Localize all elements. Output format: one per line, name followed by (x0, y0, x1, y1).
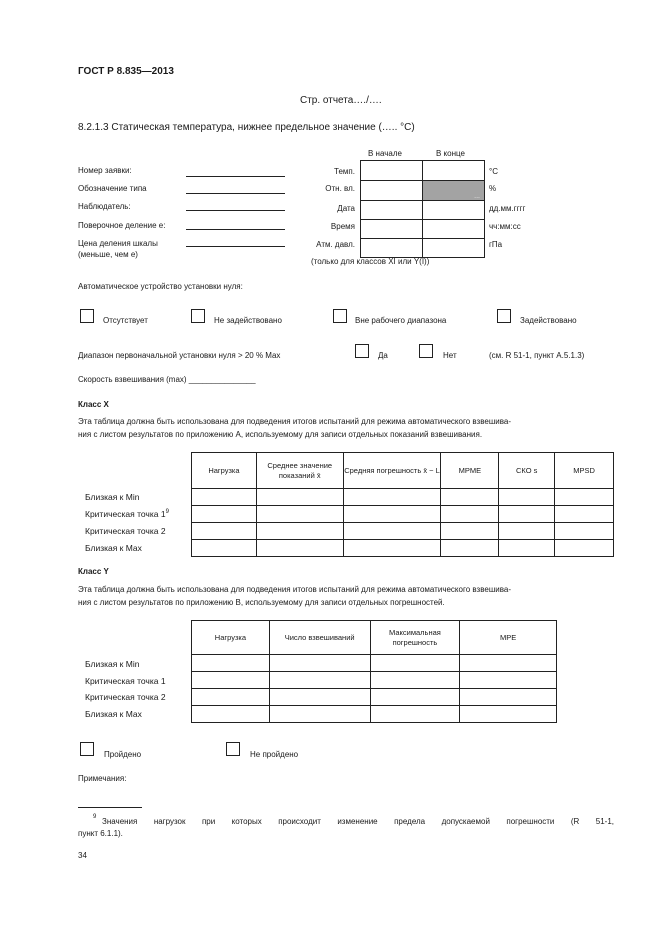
field-label-observer: Наблюдатель: (78, 202, 131, 211)
table-cell[interactable] (441, 540, 499, 557)
table-cell[interactable] (370, 672, 460, 689)
date-start-cell[interactable] (361, 201, 423, 220)
temp-start-cell[interactable] (361, 161, 423, 181)
footnote-ref: 9 (165, 509, 169, 516)
class-x-row-label-min: Близкая к Min (85, 492, 140, 502)
option-absent-label: Отсутствует (103, 316, 148, 325)
table-cell[interactable] (269, 689, 370, 706)
table-cell[interactable] (256, 540, 343, 557)
conditions-table (360, 160, 485, 258)
table-cell[interactable] (460, 689, 557, 706)
field-line-application[interactable] (186, 176, 285, 177)
field-label-scale-note: (меньше, чем е) (78, 250, 138, 259)
unit-temp: °С (489, 167, 498, 176)
class-x-row-label-crit1: Критическая точка $1^9$ (85, 509, 169, 519)
standard-title: ГОСТ Р 8.835—2013 (78, 66, 174, 77)
table-cell[interactable] (460, 672, 557, 689)
table-cell[interactable] (256, 523, 343, 540)
footnote-mark: 9 (93, 814, 97, 820)
class-x-header-load: Нагрузка (192, 453, 257, 489)
table-cell[interactable] (555, 540, 614, 557)
field-label-type: Обозначение типа (78, 184, 147, 193)
unit-pressure: гПа (489, 240, 503, 249)
table-cell[interactable] (269, 655, 370, 672)
table-cell[interactable] (343, 506, 441, 523)
table-cell[interactable] (555, 523, 614, 540)
class-x-header-sd: СКО s (499, 453, 555, 489)
footnote-divider (78, 807, 142, 808)
table-cell[interactable] (441, 523, 499, 540)
cond-label-date: Дата (337, 204, 355, 213)
option-used-checkbox[interactable] (497, 309, 511, 323)
table-cell[interactable] (192, 523, 257, 540)
table-cell[interactable] (269, 706, 370, 723)
class-y-row-label-crit2: Критическая точка 2 (85, 692, 166, 702)
zero-range-yes-label: Да (378, 351, 388, 360)
unit-humidity: % (489, 184, 497, 193)
table-cell[interactable] (343, 523, 441, 540)
unit-date: дд.мм.гггг (489, 204, 526, 213)
failed-label: Не пройдено (250, 750, 299, 759)
option-not-used-checkbox[interactable] (191, 309, 205, 323)
class-x-desc-line2: ния с листом результатов по приложению А, используемому для записи отдельных показаний взвешивания. (78, 430, 483, 439)
table-cell[interactable] (499, 523, 555, 540)
table-cell[interactable] (460, 655, 557, 672)
table-cell[interactable] (256, 489, 343, 506)
class-x-row-label-crit2: Критическая точка 2 (85, 526, 166, 536)
class-x-header-mpsd: MPSD (555, 453, 614, 489)
footnote-line2: пункт 6.1.1). (78, 829, 123, 838)
class-y-title: Класс Y (78, 567, 109, 576)
notes-label: Примечания: (78, 774, 127, 783)
time-start-cell[interactable] (361, 220, 423, 239)
field-line-observer[interactable] (186, 210, 285, 211)
pressure-start-cell[interactable] (361, 239, 423, 258)
class-y-row-label-max: Близкая к Max (85, 709, 142, 719)
class-x-title: Класс X (78, 400, 109, 409)
field-line-type[interactable] (186, 193, 285, 194)
page-number: 34 (78, 851, 87, 860)
class-x-header-mean: Среднее значение показаний x̄ (256, 453, 343, 489)
col-start-header: В начале (368, 149, 402, 158)
time-end-cell[interactable] (422, 220, 485, 239)
class-y-desc-line1: Эта таблица должна быть использована для подведения итогов испытаний для режима автоматического взвешива- (78, 585, 511, 594)
table-cell[interactable] (441, 489, 499, 506)
table-cell[interactable] (192, 489, 257, 506)
table-cell[interactable] (441, 506, 499, 523)
conditions-note: (только для классов XI или Y(I)) (311, 257, 430, 266)
table-cell[interactable] (555, 506, 614, 523)
zero-range-ref: (см. R 51-1, пункт А.5.1.3) (489, 351, 585, 360)
table-cell[interactable] (499, 506, 555, 523)
option-not-used-label: Не задействовано (214, 316, 282, 325)
table-cell[interactable] (256, 506, 343, 523)
option-out-of-range-label: Вне рабочего диапазона (355, 316, 447, 325)
table-cell[interactable] (555, 489, 614, 506)
zero-range-label: Диапазон первоначальной установки нуля > 20 % Max (78, 351, 281, 360)
zero-range-no-label: Нет (443, 351, 457, 360)
zero-range-no-checkbox[interactable] (419, 344, 433, 358)
class-y-header-count: Число взвешиваний (269, 621, 370, 655)
report-page-label: Стр. отчета…./…. (300, 95, 382, 106)
class-y-header-mpe: MPE (460, 621, 557, 655)
footnote-line1: Значения нагрузок при которых происходит изменение предела допускаемой погрешности (R 51-1, (102, 817, 614, 826)
table-cell[interactable] (192, 672, 270, 689)
option-used-label: Задействовано (520, 316, 577, 325)
field-line-verification[interactable] (186, 229, 285, 230)
class-x-desc-line1: Эта таблица должна быть использована для подведения итогов испытаний для режима автоматического взвешива- (78, 417, 511, 426)
temp-end-cell[interactable] (422, 161, 485, 181)
table-cell[interactable] (192, 706, 270, 723)
table-cell[interactable] (370, 689, 460, 706)
table-cell[interactable] (343, 540, 441, 557)
table-cell[interactable] (499, 489, 555, 506)
class-x-table (191, 452, 614, 557)
class-y-header-load: Нагрузка (192, 621, 270, 655)
table-cell[interactable] (192, 540, 257, 557)
field-line-scale[interactable] (186, 246, 285, 247)
table-cell[interactable] (343, 489, 441, 506)
field-label-verification: Поверочное деление е: (78, 221, 166, 230)
table-cell[interactable] (192, 655, 270, 672)
class-y-table (191, 620, 557, 723)
table-cell[interactable] (192, 506, 257, 523)
zero-range-yes-checkbox[interactable] (355, 344, 369, 358)
table-cell[interactable] (269, 672, 370, 689)
passed-checkbox[interactable] (80, 742, 94, 756)
humidity-end-cell (422, 181, 485, 201)
cond-label-temp: Темп. (334, 167, 355, 176)
failed-checkbox[interactable] (226, 742, 240, 756)
class-y-row-label-min: Близкая к Min (85, 659, 140, 669)
shaded-mark: ... (474, 193, 480, 200)
class-x-header-mean-error: Средняя погрешность x̄ − L (343, 453, 441, 489)
table-cell[interactable] (460, 706, 557, 723)
option-out-of-range-checkbox[interactable] (333, 309, 347, 323)
table-cell[interactable] (370, 655, 460, 672)
class-y-desc-line2: ния с листом результатов по приложению В, используемому для записи отдельных погрешностей. (78, 598, 445, 607)
date-end-cell[interactable] (422, 201, 485, 220)
passed-label: Пройдено (104, 750, 142, 759)
table-cell[interactable] (499, 540, 555, 557)
pressure-end-cell[interactable] (422, 239, 485, 258)
option-absent-checkbox[interactable] (80, 309, 94, 323)
class-x-header-mpme: MPME (441, 453, 499, 489)
humidity-start-cell[interactable] (361, 181, 423, 201)
table-cell[interactable] (370, 706, 460, 723)
class-x-row-label-max: Близкая к Max (85, 543, 142, 553)
cond-label-humidity: Отн. вл. (325, 184, 355, 193)
class-y-row-label-crit1: Критическая точка 1 (85, 676, 166, 686)
speed-label: Скорость взвешивания (max) _______________ (78, 375, 256, 384)
cond-label-pressure: Атм. давл. (316, 240, 355, 249)
field-label-scale: Цена деления шкалы (78, 239, 158, 248)
section-title: 8.2.1.3 Статическая температура, нижнее предельное значение (….. °С) (78, 122, 415, 133)
field-label-application: Номер заявки: (78, 166, 132, 175)
table-cell[interactable] (192, 689, 270, 706)
zero-device-title: Автоматическое устройство установки нуля: (78, 282, 243, 291)
col-end-header: В конце (436, 149, 465, 158)
cond-label-time: Время (330, 222, 355, 231)
class-y-header-max-error: Максимальная погрешность (370, 621, 460, 655)
unit-time: чч:мм:сс (489, 222, 521, 231)
